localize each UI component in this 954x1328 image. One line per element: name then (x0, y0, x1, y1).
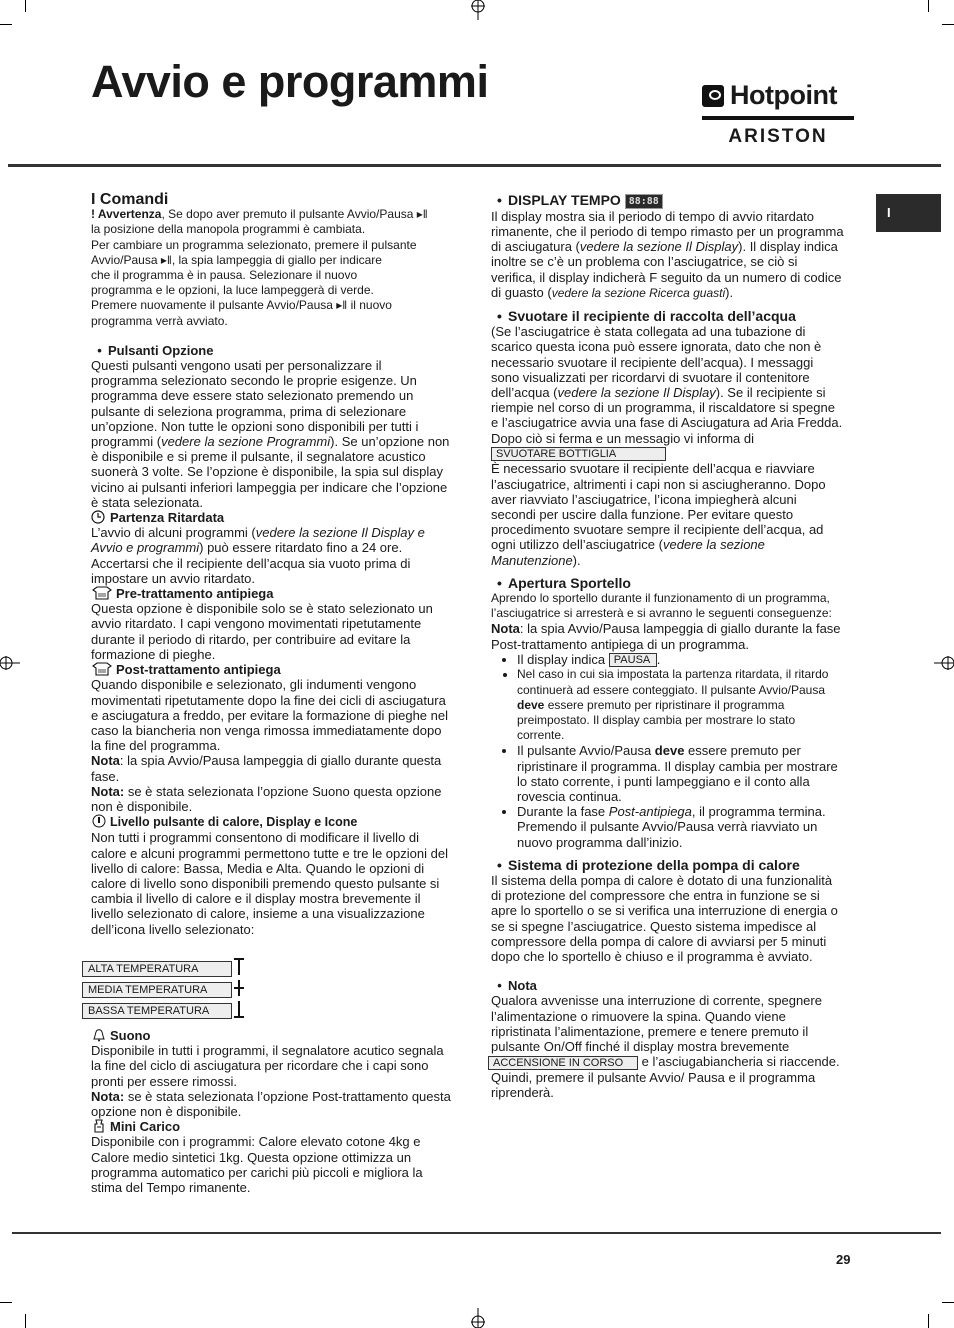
mini-load-text: Disponibile con i programmi: Calore elevato cotone 4kg e Calore medio sintetici 1kg. Questa opzione ottimizza un programma automatico per carichi più piccoli e migliora la stima del Tempo rimanente. (91, 1134, 423, 1196)
temp-label-medium: MEDIA TEMPERATURA (82, 982, 232, 998)
warning-text-line: il nuovo (347, 298, 392, 313)
power-on-display: ACCENSIONE IN CORSO (488, 1056, 638, 1070)
registration-mark (934, 652, 954, 674)
sound-text: Disponibile in tutti i programmi, il segnalatore acutico segnala la fine del ciclo di asciugatura per ricordare che i capi sono pronti per essere rimossi. (91, 1043, 444, 1089)
heat-pump-title: Sistema di protezione della pompa di calore (508, 856, 800, 873)
crop-mark (942, 24, 954, 25)
temp-row-medium (82, 982, 232, 998)
display-time-title: DISPLAY TEMPO (508, 192, 621, 208)
sound-title: Suono (110, 1028, 151, 1043)
door-opening-title: Apertura Sportello (508, 574, 631, 591)
note-text-2: ACCENSIONE IN CORSO e l’asciugabiancheria si riaccende. Quindi, premere il pulsante Avvio/ Pausa e il programma riprenderà. (491, 1054, 845, 1100)
empty-water-text-2: È necessario svuotare il recipiente dell’acqua e riavviare l’asciugatrice, altrimenti i capi non si asciugheranno. Dopo aver riavviato l’asciugatrice, l’icona impiegherà alcuni secondi per uscire dalla funzione. Per evitare questo procedimento svuotare sempre il recipiente dell’acqua, ad ogni utilizzo dell’asciugatrice (vedere la sezione Manutenzione). (491, 461, 826, 568)
heat-pump-text: Il sistema della pompa di calore è dotato di una funzionalità di protezione del compressore che entra in funzione se si apre lo sportello o se si verifica una interruzione di energia o se si spegne l’asciugatrice. Questo sistema impedisce al compressore della pompa di calore di avviarsi per 5 minuti dopo che lo sportello è chiuso e il programma è avviato. (491, 873, 838, 965)
empty-water-text: (Se l’asciugatrice è stata collegata ad una tubazione di scarico questa icona può essere ignorata, dato che non è necessario svuotare il recipiente dell’acqua). I messaggi sono visualizzati per ricordarvi di svuotare il contenitore dell’acqua (vedere la sezione Il Display). Se il recipiente si riempie nel corso di un programma, il riscaldatore si spegne e l’asciugatrice avvia una fase di Asciugatura ad Aria Fredda. Dopo ciò si ferma e un messagio vi informa di SVUOTARE BOTTIGLIA (491, 324, 843, 461)
heat-level-text: Non tutti i programmi consentono di modificare il livello di calore e alcuni programmi permettono tutte e tre le opzioni del livello di calore: Bassa, Media e Alta. Quando le opzioni di calore di livello sono disponibili premendo questo pulsante si cambia il livello di calore e il display mostra brevemente il livello selezionato di calore, insieme a una visualizzazione dell’icona livello selezionato: (91, 830, 448, 937)
warning-text-line: Premere nuovamente il pulsante Avvio/Pausa (91, 298, 333, 313)
list-item: • Durante la fase Post-antipiega, il programma termina. Premendo il pulsante Avvio/Pausa verrà riavviato un nuovo programma dall’inizio. (517, 804, 845, 850)
temp-label-high: ALTA TEMPERATURA (82, 961, 232, 977)
warning-text-line: la posizione della manopola programmi è cambiata. (91, 222, 366, 237)
header-divider (8, 164, 941, 167)
option-buttons-title: Pulsanti Opzione (108, 342, 214, 358)
delayed-start-text: L’avvio di alcuni programmi (vedere la sezione Il Display e Avvio e programmi) può essere ritardato fino a 24 ore. Accertarsi che il recipiente dell’acqua sia vuoto prima di impostare un avvio ritardato. (91, 525, 425, 586)
warning-label: ! Avvertenza (91, 207, 162, 222)
footer-divider (12, 1232, 941, 1234)
warning-text-line: Per cambiare un programma selezionato, premere il pulsante (91, 237, 417, 252)
brand-sub: ARISTON (728, 126, 828, 147)
play-pause-icon: ▸‖ (336, 298, 348, 313)
display-digits: 88:88 (625, 194, 663, 209)
warning-text-line: programma e le opzioni, la luce lampeggerà di verde. (91, 283, 374, 298)
warning-text: , Se dopo aver premuto il pulsante Avvio/Pausa (161, 207, 414, 222)
pre-anticrease-icon (91, 586, 113, 600)
right-column: • DISPLAY TEMPO 88:88 Il display mostra sia il periodo di tempo di avvio ritardato rimanente, che il periodo di tempo rimasto per un programma di asciugatura (vedere la sezione Il Display). Il display indica inoltre se c’è un problema con l’asciugatrice, se ciò si verifica, il display indicherà F seguito da un numero di codice di guasto (vedere la sezione Ricerca guasti). • Svuotare il recipiente di raccolta dell’acqua (Se l’asciugatrice è stata collegata ad una tubazione di scarico questa icona può essere ignorata, dato che non è necessario svuotare il recipiente dell’acqua). I messaggi sono visualizzati per ricordarvi di svuotare il contenitore dell’acqua (vedere la sezione Il Display). Se il recipiente si riempie nel corso di un programma, il riscaldatore si spegne e l’asciugatrice avvia una fase di Asciugatura ad Aria Fredda. Dopo ciò si ferma e un messagio vi informa di SVUOTARE BOTTIGLIA È necessario svuotare il recipiente dell’acqua e riavviare l’asciugatrice, altrimenti i capi non si asciugheranno. Dopo aver riavviato l’asciugatrice, l’icona impiegherà alcuni secondi per uscire dalla funzione. Per evitare questo procedimento svuotare sempre il recipiente dell’acqua, ad ogni utilizzo dell’asciugatrice (vedere la sezione Manutenzione). • Apertura Sportello Aprendo lo sportello durante il funzionamento di un programma, l’asciugatrice si arresterà e si avranno le seguenti conseguenze: Nota: la spia Avvio/Pausa lampeggia di giallo durante la fase Post-trattamento antipiega di un programma. • Il display indica PAUSA . • Nel caso in cui sia impostata la partenza ritardata, il ritardo continuerà ad essere conteggiato. Il pulsante Avvio/Pausa deve essere premuto per ripristinare il programma preimpostato. Il display cambia per mostrare lo stato corrente. • Il pulsante Avvio/Pausa deve essere premuto per ripristinare il programma. Il display cambia per mostrare lo stato corrente, i punti lampeggiano e il conto alla rovescia continua. • Durante la fase Post-antipiega, il programma termina. Premendo il pulsante Avvio/Pausa verrà riavviato un nuovo programma dall’inizio. • Sistema di protezione della pompa di calore Il sistema della pompa di calore è dotato di una funzionalità di protezione del compressore che entra in funzione se si apre lo sportello o se si verifica una interruzione di energia o se si spegne l’asciugatrice. Questo sistema impedisce al compressore della pompa di calore di avviarsi per 5 minuti dopo che lo sportello è chiuso e il programma è avviato. • Nota Qualora avvenisse una interruzione di corrente, spegnere l’alimentazione o rimuovere la spina. Quando viene ripristinata l’alimentazione, premere e tenere premuto il pulsante On/Off finché il display mostra brevemente ACCENSIONE IN CORSO e l’asciugabiancheria si riaccende. Quindi, premere il pulsante Avvio/ Pausa e il programma riprenderà. (491, 193, 845, 1100)
play-pause-icon: ▸‖ (416, 207, 428, 222)
warning-text-line: programma verrà avviato. (91, 313, 228, 328)
crop-mark (0, 24, 12, 25)
crop-mark (25, 0, 26, 12)
post-anticrease-text: Quando disponibile e selezionato, gli indumenti vengono movimentati ripetutamente dopo la fine dei cicli di asciugatura e asciugatura a freddo, per evitare la formazione di pieghe nel caso la biancheria non venga rimossa immediatamente dopo la fine del programma. (91, 677, 448, 754)
heat-level-title: Livello pulsante di calore, Display e Icone (110, 815, 358, 830)
registration-mark (467, 1308, 489, 1328)
play-pause-icon: ▸‖ (160, 252, 172, 267)
page-title: Avvio e programmi (91, 56, 489, 107)
door-opening-text: Aprendo lo sportello durante il funzionamento di un programma, l’asciugatrice si arresterà e si avranno le seguenti conseguenze: (491, 591, 832, 621)
crop-mark (25, 1314, 26, 1328)
sound-note: Nota: se è stata selezionata l’opzione Post-trattamento questa opzione non è disponibile. (91, 1088, 451, 1120)
temp-high-icon (232, 957, 246, 977)
display-time-text: Il display mostra sia il periodo di tempo di avvio ritardato rimanente, che il periodo di tempo rimasto per un programma di asciugatura (vedere la sezione Il Display). Il display indica inoltre se c’è un problema con l’asciugatrice, se ciò si verifica, il display indicherà F seguito da un numero di codice di guasto (vedere la sezione Ricerca guasti). (491, 208, 844, 300)
crop-mark (928, 1314, 929, 1328)
temp-row-high (82, 961, 232, 977)
thermometer-icon (91, 814, 107, 828)
mini-load-title: Mini Carico (110, 1119, 181, 1135)
section-heading-comandi: I Comandi (91, 191, 169, 208)
post-anticrease-title: Post-trattamento antipiega (116, 662, 281, 678)
list-item: • Il pulsante Avvio/Pausa deve essere premuto per ripristinare il programma. Il display cambia per mostrare lo stato corrente, i punti lampeggiano e il conto alla rovescia continua. (517, 743, 845, 804)
page-number: 29 (836, 1252, 851, 1267)
empty-water-title: Svuotare il recipiente di raccolta dell’acqua (508, 308, 796, 325)
warning-text-line: Avvio/Pausa (91, 252, 158, 267)
pre-anticrease-text: Questa opzione è disponibile solo se è stato selezionato un avvio ritardato. I capi vengono movimentati ripetutamente durante il periodo di ritardo, per contribuire ad evitare la formazione di pieghe. (91, 601, 433, 662)
crop-mark (942, 1302, 954, 1303)
brand-name: Hotpoint (730, 80, 837, 110)
note-text: Qualora avvenisse una interruzione di corrente, spegnere l’alimentazione o rimuovere la spina. Quando viene ripristinata l’alimentazione, premere e tenere premuto il pulsante On/Off finché il display mostra brevemente (491, 993, 822, 1055)
post-anticrease-note: Nota: la spia Avvio/Pausa lampeggia di giallo durante questa fase. (91, 753, 442, 784)
empty-bottle-display: SVUOTARE BOTTIGLIA (491, 447, 666, 461)
bell-icon (91, 1028, 107, 1042)
temp-medium-icon (232, 978, 246, 998)
brand-logo (702, 80, 854, 148)
hotpoint-logo-icon (702, 85, 724, 107)
list-item: • Nel caso in cui sia impostata la partenza ritardata, il ritardo continuerà ad essere conteggiato. Il pulsante Avvio/Pausa deve essere premuto per ripristinare il programma preimpostato. Il display cambia per mostrare lo stato corrente. (517, 667, 845, 743)
door-opening-note: Nota: la spia Avvio/Pausa lampeggia di giallo durante la fase Post-trattamento antipiega di un programma. (491, 621, 841, 652)
mini-load-icon (91, 1119, 107, 1133)
post-anticrease-icon (91, 662, 113, 676)
language-tab-label: I (887, 205, 891, 220)
post-anticrease-note-2: Nota: se è stata selezionata l’opzione Suono questa opzione non è disponibile. (91, 783, 442, 814)
registration-mark (0, 652, 20, 674)
warning-text-line: che il programma è in pausa. Selezionare il nuovo (91, 268, 358, 283)
language-tab (876, 194, 941, 232)
option-buttons-text: Questi pulsanti vengono usati per personalizzare il programma selezionato secondo le proprie esigenze. Un programma deve essere stato selezionato premendo un pulsante di seleziona programma, prima di selezionare un’opzione. Non tutte le opzioni sono disponibili per tutti i programmi (vedere la sezione Programmi). Se un’opzione non è disponibile e si preme il pulsante, il segnalatore acustico suonerà 3 volte. Se l’opzione è disponibile, la spia sul display vicino ai pulsanti inferiori lampeggia per indicare che l’opzione è stata selezionata. (91, 358, 450, 510)
door-opening-list (491, 652, 845, 850)
note-title: Nota (508, 978, 537, 994)
registration-mark (467, 0, 489, 20)
list-item: • Il display indica PAUSA . (517, 652, 845, 668)
delayed-start-title: Partenza Ritardata (110, 510, 225, 526)
temp-row-low (82, 1003, 232, 1019)
crop-mark (928, 0, 929, 12)
left-column-bottom (91, 1028, 451, 1195)
crop-mark (0, 1302, 12, 1303)
warning-text-line: , la spia lampeggia di giallo per indicare (171, 252, 382, 267)
temp-low-icon (232, 999, 246, 1019)
clock-icon (91, 510, 107, 524)
temp-label-low: BASSA TEMPERATURA (82, 1003, 232, 1019)
left-column: I Comandi ! Avvertenza, Se dopo aver premuto il pulsante Avvio/Pausa ▸‖ la posizione della manopola programmi è cambiata. Per cambiare un programma selezionato, premere il pulsante Avvio/Pausa ▸‖, la spia lampeggia di giallo per indicare che il programma è in pausa. Selezionare il nuovo programma e le opzioni, la luce lampeggerà di verde. Premere nuovamente il pulsante Avvio/Pausa ▸‖ il nuovo programma verrà avviato. • Pulsanti Opzione Questi pulsanti vengono usati per personalizzare il programma selezionato secondo le proprie esigenze. Un programma deve essere stato selezionato premendo un pulsante di seleziona programma, prima di selezionare un’opzione. Non tutte le opzioni sono disponibili per tutti i programmi (vedere la sezione Programmi). Se un’opzione non è disponibile e si preme il pulsante, il segnalatore acustico suonerà 3 volte. Se l’opzione è disponibile, la spia sul display vicino ai pulsanti inferiori lampeggia per indicare che l’opzione è stata selezionata. Partenza Ritardata L’avvio di alcuni programmi (vedere la sezione Il Display e Avvio e programmi) può essere ritardato fino a 24 ore. Accertarsi che il recipiente dell’acqua sia vuoto prima di impostare un avvio ritardato. Pre-trattamento antipiega Questa opzione è disponibile solo se è stato selezionato un avvio ritardato. I capi vengono movimentati ripetutamente durante il periodo di ritardo, per contribuire ad evitare la formazione di pieghe. Post-trattamento antipiega Quando disponibile e selezionato, gli indumenti vengono movimentati ripetutamente dopo la fine dei cicli di asciugatura e asciugatura a freddo, per evitare la formazione di pieghe nel caso la biancheria non venga rimossa immediatamente dopo la fine del programma. Nota: la spia Avvio/Pausa lampeggia di giallo durante questa fase. Nota: se è stata selezionata l’opzione Suono questa opzione non è disponibile. Livello pulsante di calore, Display e Icone Non tutti i programmi consentono di modificare il livello di calore e alcuni programmi permettono tutte e tre le opzioni del livello di calore: Bassa, Media e Alta. Quando le opzioni di calore di livello sono disponibili premendo questo pulsante si cambia il livello di calore e il display mostra brevemente il livello selezionato di calore, insieme a una visualizzazione dell’icona livello selezionato: (91, 191, 450, 937)
pause-display: PAUSA (609, 653, 657, 667)
pre-anticrease-title: Pre-trattamento antipiega (116, 586, 274, 602)
